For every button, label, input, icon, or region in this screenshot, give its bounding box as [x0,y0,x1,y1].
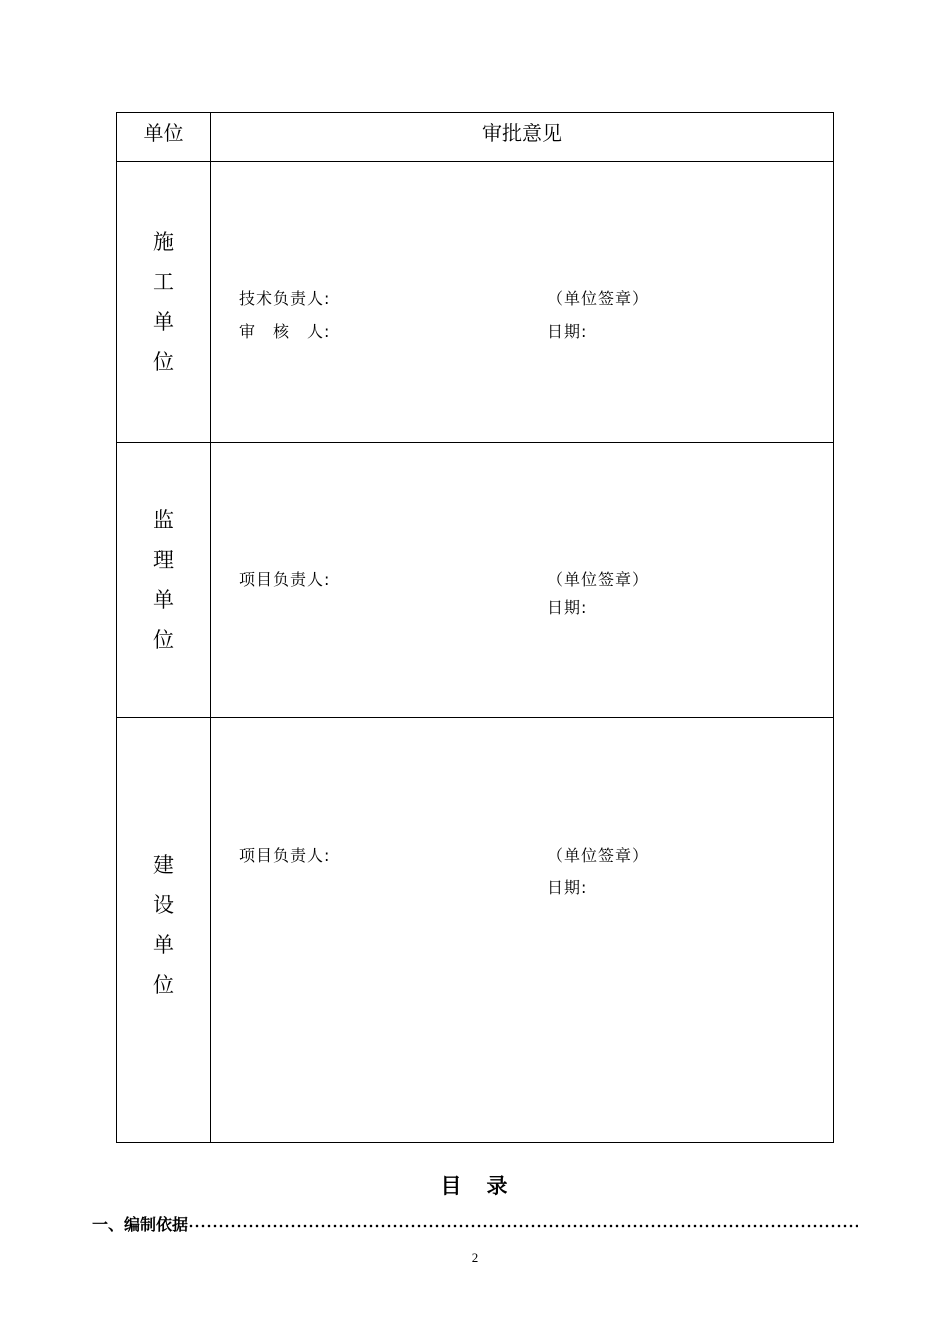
header-opinion: 审批意见 [211,113,834,162]
toc-title: 目 录 [440,1173,510,1198]
opinion-owner [211,718,834,1143]
unit-seal-label: （单位签章） [547,570,650,589]
unit-name-supervision: 监 理 单 位 [117,443,211,718]
page-number: 2 [471,1250,479,1265]
toc-entry[interactable] [92,1211,858,1235]
toc-entry-label: 一、编制依据 [92,1215,189,1234]
unit-seal-label: （单位签章） [547,289,650,308]
table-header-row [117,113,834,162]
unit-name-owner: 建 设 单 位 [117,718,211,1143]
row-supervision-unit [117,443,834,718]
opinion-construction [211,162,834,443]
opinion-supervision [211,443,834,718]
row-owner-unit [117,718,834,1143]
unit-name-construction: 施 工 单 位 [117,162,211,443]
header-unit: 单位 [117,113,211,162]
row-construction-unit [117,162,834,443]
project-lead-label: 项目负责人: [239,846,331,865]
unit-seal-label: （单位签章） [547,846,650,865]
toc-dot-leader [188,1223,858,1229]
date-label: 日期: [547,878,588,897]
date-label: 日期: [547,598,588,617]
project-lead-label: 项目负责人: [239,570,331,589]
date-label: 日期: [547,322,588,341]
reviewer-label: 审 核 人: [239,322,331,341]
approval-table [116,112,834,1143]
tech-lead-label: 技术负责人: [239,289,331,308]
